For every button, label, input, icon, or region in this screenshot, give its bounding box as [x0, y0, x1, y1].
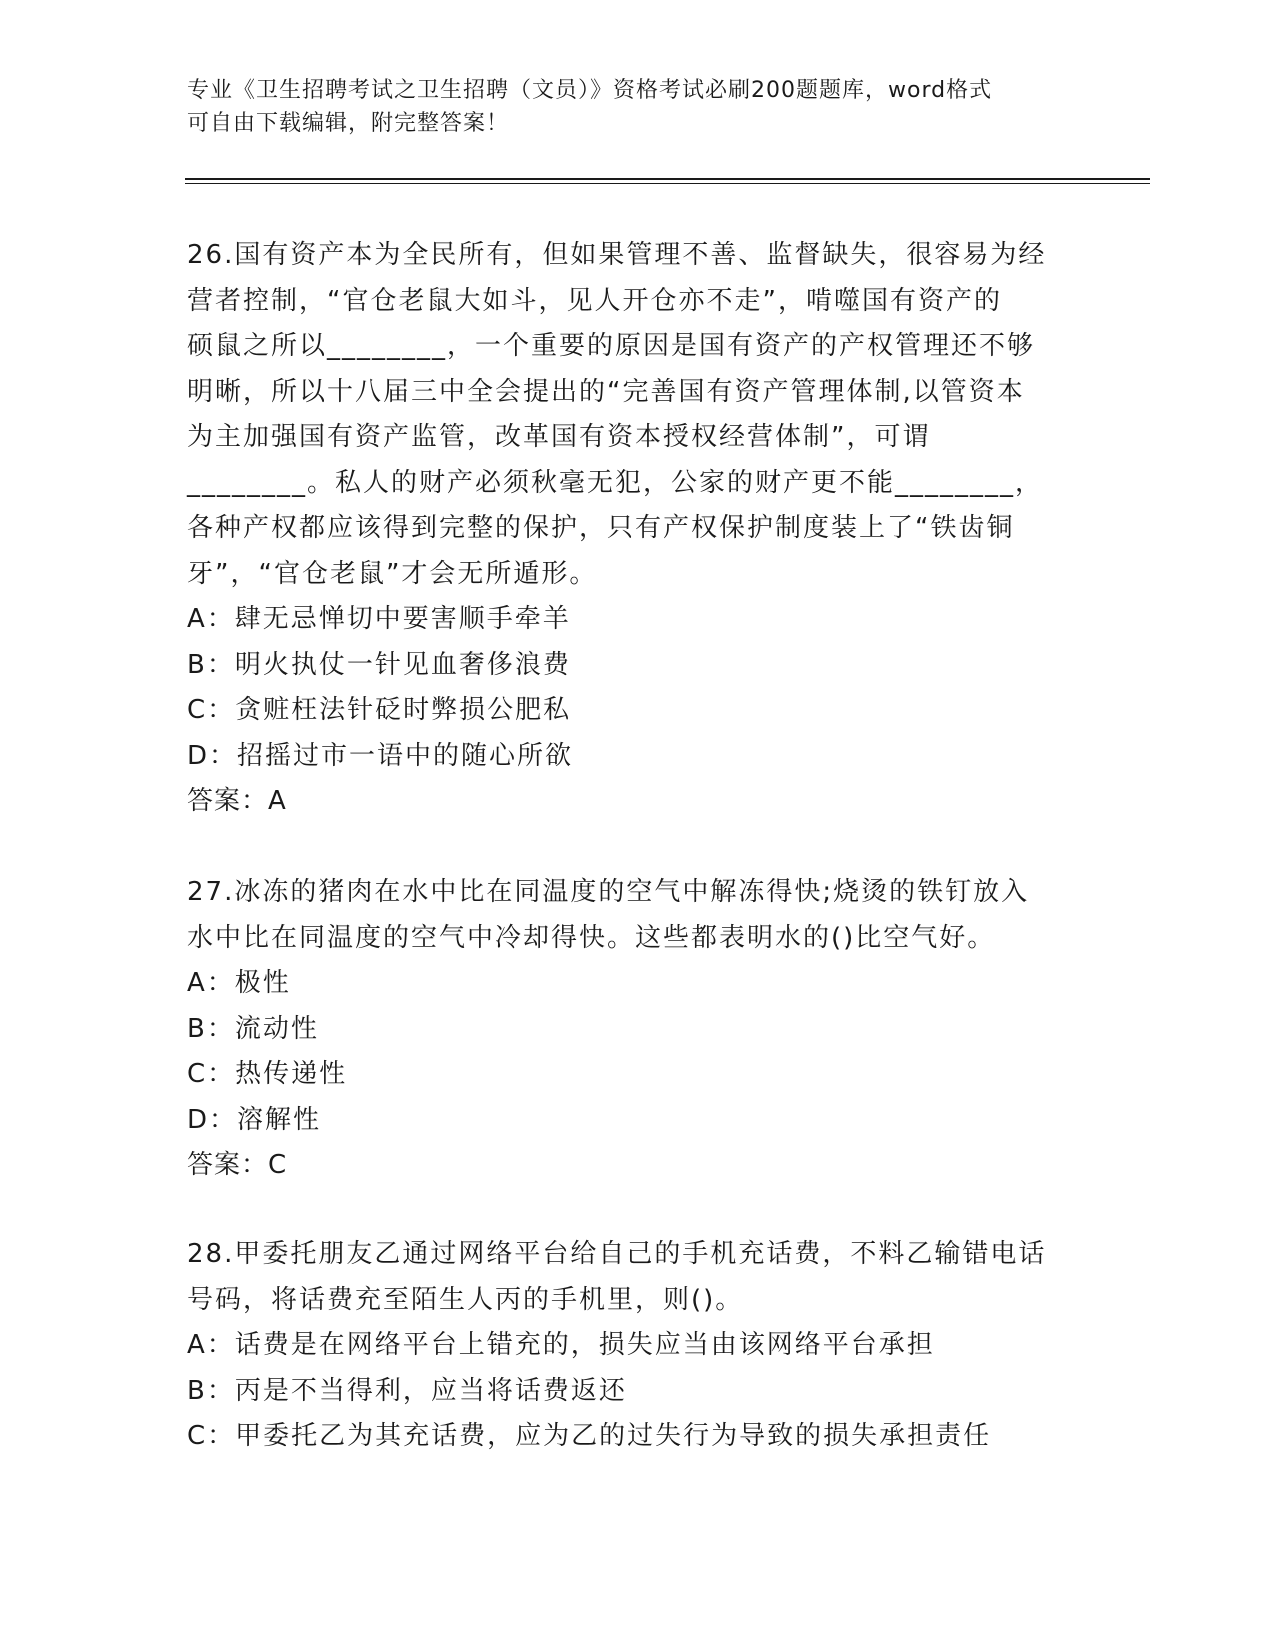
question-stem-line: 各种产权都应该得到完整的保护，只有产权保护制度装上了“铁齿铜 — [187, 513, 1015, 543]
option-c: C：热传递性 — [187, 1059, 348, 1089]
header-divider-thick — [185, 178, 1150, 180]
question-stem-line: 26.国有资产本为全民所有，但如果管理不善、监督缺失，很容易为经 — [187, 240, 1047, 270]
question-stem-line: 28.甲委托朋友乙通过网络平台给自己的手机充话费，不料乙输错电话 — [187, 1239, 1047, 1269]
option-a: A：肆无忌惮切中要害顺手牵羊 — [187, 604, 571, 634]
option-b: B：丙是不当得利，应当将话费返还 — [187, 1375, 627, 1406]
option-c: C：贪赃枉法针砭时弊损公肥私 — [187, 695, 572, 725]
question-stem-line: 27.冰冻的猪肉在水中比在同温度的空气中解冻得快;烧烫的铁钉放入 — [187, 877, 1030, 907]
question-26 — [187, 233, 1067, 825]
question-stem-line: 为主加强国有资产监管，改革国有资本授权经营体制”，可谓 — [187, 422, 931, 452]
document-header — [187, 74, 1047, 140]
question-stem-line: ________。私人的财产必须秋毫无犯，公家的财产更不能________， — [187, 467, 1044, 498]
header-divider-thin — [185, 183, 1150, 184]
question-27 — [187, 870, 1067, 1189]
option-a: A：极性 — [187, 968, 291, 998]
question-stem-line: 明晰，所以十八届三中全会提出的“完善国有资产管理体制,以管资本 — [187, 376, 1025, 407]
option-b: B：流动性 — [187, 1013, 319, 1044]
answer-label: 答案：C — [187, 1150, 288, 1180]
question-stem-line: 牙”，“官仓老鼠”才会无所遁形。 — [187, 558, 598, 589]
option-c: C：甲委托乙为其充话费，应为乙的过失行为导致的损失承担责任 — [187, 1421, 992, 1451]
option-a: A：话费是在网络平台上错充的，损失应当由该网络平台承担 — [187, 1330, 935, 1360]
question-stem-line: 营者控制，“官仓老鼠大如斗，见人开仓亦不走”，啃噬国有资产的 — [187, 285, 1002, 316]
answer-label: 答案：A — [187, 786, 287, 816]
option-d: D：溶解性 — [187, 1104, 322, 1135]
question-28 — [187, 1232, 1067, 1460]
question-stem-line: 硕鼠之所以________，一个重要的原因是国有资产的产权管理还不够 — [187, 331, 1036, 361]
option-d: D：招摇过市一语中的随心所欲 — [187, 740, 574, 771]
question-stem-line: 号码，将话费充至陌生人丙的手机里，则()。 — [187, 1284, 744, 1315]
header-line-1: 专业《卫生招聘考试之卫生招聘（文员）》资格考试必刷200题题库，word格式 — [187, 78, 993, 103]
header-line-2: 可自由下载编辑，附完整答案！ — [187, 111, 510, 136]
question-stem-line: 水中比在同温度的空气中冷却得快。这些都表明水的()比空气好。 — [187, 922, 996, 953]
option-b: B：明火执仗一针见血奢侈浪费 — [187, 649, 571, 680]
